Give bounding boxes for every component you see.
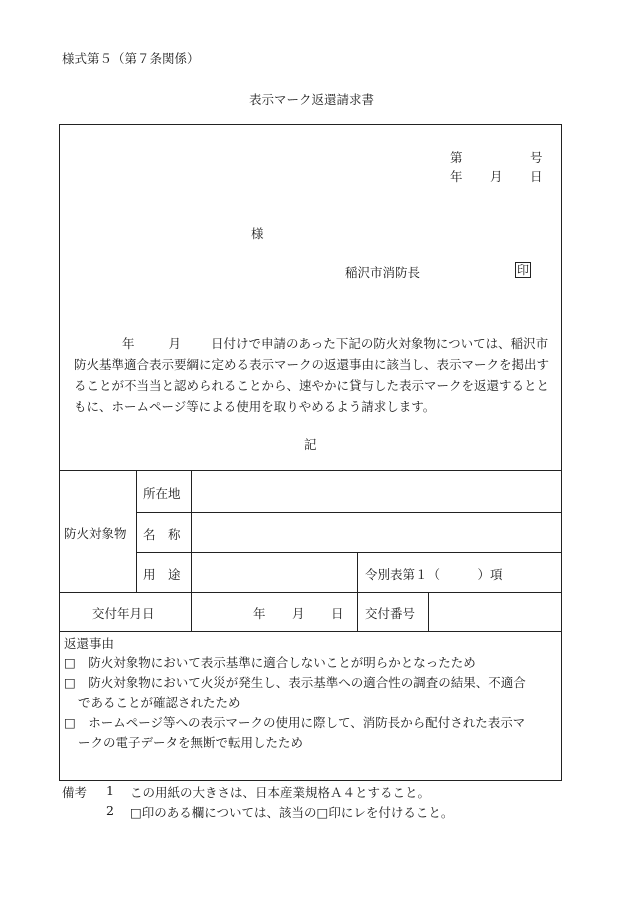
- issue-year: 年: [253, 606, 266, 621]
- para-month: 月: [168, 336, 182, 351]
- reason-item-2: □ 防火対象物において火災が発生し、表示基準への適合性の調査の結果、不適合: [64, 675, 526, 690]
- reason-item-3-cont: ークの電子データを無断で転用したため: [78, 735, 304, 750]
- addressee-sama: 様: [251, 226, 264, 241]
- seal-box: 印: [517, 263, 530, 277]
- ki-label: 記: [304, 437, 317, 452]
- reason-item-2-cont: であることが確認されたため: [78, 695, 241, 710]
- order-table-label: 令別表第１（ ）項: [365, 567, 503, 582]
- form-number: 様式第５（第７条関係）: [62, 51, 200, 66]
- use-label: 用 途: [143, 567, 181, 582]
- row-line-1: [136, 512, 562, 513]
- reason-item-3: □ ホームページ等への表示マークの使用に際して、消防長から配付された表示マ: [64, 715, 526, 730]
- issue-month: 月: [292, 606, 305, 621]
- col-line-number: [428, 592, 429, 631]
- notes-label: 備考: [62, 785, 88, 800]
- fire-object-label: 防火対象物: [64, 526, 127, 541]
- date-year: 年: [450, 169, 463, 184]
- col-line-label: [191, 470, 192, 631]
- issue-number-label: 交付番号: [365, 606, 416, 621]
- date-month: 月: [490, 169, 503, 184]
- document-title: 表示マーク返還請求書: [249, 92, 375, 107]
- reasons-heading: 返還事由: [64, 636, 115, 651]
- seal-mark: [515, 262, 531, 277]
- issue-date-label: 交付年月日: [92, 606, 155, 621]
- row-line-2: [136, 552, 562, 553]
- row-line-4: [59, 631, 562, 632]
- para-text: 日付けで申請のあった下記の防火対象物については、稲沢市防火基準適合表示要綱に定める表示マークの返還事由に該当し、表示マークを掲出することが不当当と認められることから、速やかに貸与した表示マークを返還するとともに、ホームページ等による使用を取りやめるよう請求します。: [74, 336, 550, 414]
- note-2-text: □印のある欄については、該当の□印にレを付けること。: [130, 805, 454, 820]
- table-top-line: [59, 470, 562, 471]
- request-paragraph: [74, 333, 556, 417]
- note-2-num: 2: [106, 803, 114, 818]
- para-year: 年: [122, 336, 135, 351]
- issue-day: 日: [331, 606, 344, 621]
- reason-item-1: □ 防火対象物において表示基準に適合しないことが明らかとなったため: [64, 655, 476, 670]
- row-line-3: [59, 592, 562, 593]
- note-1-num: 1: [106, 783, 114, 798]
- issuer-name: 稲沢市消防長: [345, 265, 421, 280]
- number-dai: 第: [450, 150, 463, 165]
- location-label: 所在地: [143, 486, 181, 501]
- name-label: 名 称: [143, 527, 181, 542]
- date-day: 日: [530, 169, 543, 184]
- note-1-text: この用紙の大きさは、日本産業規格Ａ４とすること。: [130, 785, 431, 800]
- number-go: 号: [530, 150, 543, 165]
- col-line-mid: [357, 552, 358, 631]
- col-line-group: [136, 470, 137, 592]
